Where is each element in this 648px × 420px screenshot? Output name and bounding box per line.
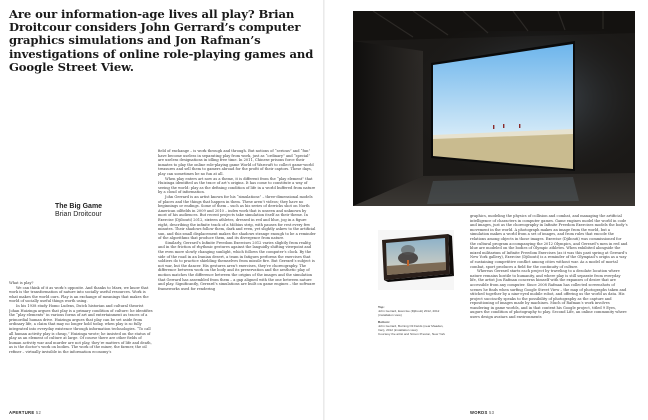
text-column-left-1 bbox=[9, 281, 154, 408]
footer-right bbox=[470, 410, 494, 415]
caption-top-label: Top: bbox=[378, 305, 385, 309]
caption-bottom-label: Bottom: bbox=[378, 320, 390, 324]
paragraph: In his 1938 study Homo Ludens, Dutch historian and cultural theorist Johan Huizinga argues that play is a primary condition of culture: he identifies the “play elements” in various forms of art and entertainment as traces of a primordial human drive. Huizinga argues that play can be set aside from ordinary life, a claim that may no longer hold today, when play is so fully integrated into everyday existence through information technologies. “To call all human activity play is cheap,” Huizinga wrote; he insisted on the status of play as an element of culture at large. Of course there are other fields of human activity war and murder are not play, they’re matters of life and death, as is the doctor’s work on bodies. The work of the miner, the farmer, the oil refiner – virtually invisible in the information economy’s bbox=[9, 303, 153, 354]
footer-page-number: 52 bbox=[35, 410, 42, 415]
caption-bottom bbox=[378, 320, 448, 336]
footer-section-label: WORDS bbox=[470, 410, 488, 415]
caption-bottom-text: John Gerrard, Burning Oil Fields (near Maadan, Iran), 2012 (installation view) bbox=[378, 324, 444, 332]
article-author: Brian Droitcour bbox=[55, 211, 102, 218]
paragraph: What is play? bbox=[9, 281, 34, 285]
paragraph: field of exchange – is work through and through. But notions of “serious” and “fun” have become useless in separating play from work, just as “ordinary” and “special” are useless designations in idling free time. In 2011, Chinese prisons force their inmates to play the online role-playing game World of Warcraft to collect game-world treasures and sell them to gamers abroad for the profit of their captors. These days, play can sometimes be no fun at all. bbox=[158, 149, 314, 176]
caption-top bbox=[378, 305, 448, 317]
article-title-block bbox=[55, 203, 175, 219]
caption-top-text: John Gerrard, Exercise (Djibouti) 2012, 2012 (installation view) bbox=[378, 309, 440, 317]
photo-caption bbox=[378, 305, 448, 336]
paragraph: graphics, modeling the physics of collision and combat, and managing the artificial intelligence of characters in computer games. Game engines model the world in code and images, just as the choreography in Infinite Freedom Exercises models the body’s movement in the world. A photograph makes an image from the world, but a simulation makes a world from a set of images, and from rules that encode the relations among objects in those images. Exercise (Djibouti) was commissioned for the cultural program accompanying the 2012 Olympics, and Gerrard’s men in red and blue are modeled on the bodies of Olympic athletes. When exhibited alongside the mixed militarism of Infinite Freedom Exercises (as it was this past spring at Gerrard’s New York gallery), Exercise (Djibouti) is a reminder of the Olympiad’s origin as a way of sustaining competitive conflict among cities without war. As a model of mortal combat, sport produces a field for the continuity of culture. bbox=[470, 214, 628, 269]
text-column-left-2 bbox=[158, 149, 316, 412]
paragraph: When play enters art now as a theme, it is different from the “play element” that Huizinga identified as the trace of art’s origins. It has come to constitute a way of seeing the world: play as the defining condition of life in a world buffered from nature by a cloud of information. bbox=[158, 176, 316, 195]
gallery-installation-photo bbox=[353, 11, 635, 206]
footer-page-number: 53 bbox=[489, 410, 495, 415]
caption-credit: Courtesy the artist and Simon Preston, New York bbox=[378, 332, 446, 336]
footer-section-label: APERTURE bbox=[9, 410, 35, 415]
paragraph: Similarly, Gerrard’s Infinite Freedom Exercises 2012 varies slightly from reality, and in the friction of rhythmic gestures against the languidly shifting viewpoint and the even more slowly changing sunlight, which follows the computer’s clock. By the side of the road in an Iranian desert, a team in fatigues performs the exercises that soldiers do to practice shielding themselves from missile fire. But Gerrard’s subject is not war, but the dancer. His gestures aren’t exercises, they’re choreography. The difference between work on the body and its preservation and the aesthetic play of motion matches the difference between the origins of the images and the simulation that Gerrard has assembled from them – a gap aligned with the one between nature and play. Significantly, Gerrard’s simulations are built on game engines – the software frameworks used for rendering bbox=[158, 240, 316, 291]
page-gutter bbox=[323, 0, 325, 420]
paragraph: We can think of it as work’s opposite. And thanks to Marx, we know that work is the transformation of nature into socially useful resources. Work is what makes the world ours. Play is an exchange of meanings that makes the world of socially useful things worth using. bbox=[9, 285, 149, 304]
footer-left bbox=[9, 410, 41, 415]
article-headline: Are our information-age lives all play? Brian Droitcour considers John Gerrard’s computer graphics simulations and Jon Rafman’s investigations of online role-playing games and Google Street View. bbox=[9, 7, 314, 74]
small-installation-graphic bbox=[378, 230, 454, 290]
text-column-right-1 bbox=[470, 214, 628, 410]
paragraph: Whereas Gerrard starts each project by traveling to a desolate location where nature remains hostile to humanity, and where play is still separate from everyday life, the artist Jon Rafman concerns himself with the expanses of desire that are accessible from any computer. Since 2008 Rafman has collected screenshots of scenes he finds when surfing Google Street View – the map of photographs taken and stitched together by a nine-eyed mobile robot, and offering us the world as data. His project succinctly speaks to the possibility of photography as the capture and repositioning of images made by machines. Much of Rafman’s work involves wandering in game worlds, and in that context his Google project, titled 9 Eyes, augurs the condition of photography to play. Second Life, an online community where users design avatars and environments bbox=[470, 269, 627, 320]
paragraph: John Gerrard is an artist known for his “simulations” – three-dimensional models of places and the things that happen in them. These aren’t videos; they have no beginnings or endings. Some of them – such as his series of derricks shot on North American oilfields in 2009 and 2010 – index work that is unseen and unknown by most of his audiences. But recent projects take simulation itself as their theme. In Exercise (Djibouti) 2012, sixteen athletes, dressed in red and blue, jog in a figure eight, describing the infinite track of a Möbius strip, with pauses for rest every few minutes. Their shadows follow them, dark and even, yet slightly askew to the artificial sun, and this small displacement makes the shadows strange enough to be a reminder of the algorithms that produce them, and its divergence from nature. bbox=[158, 194, 316, 241]
installation-photo-graphic bbox=[353, 11, 635, 206]
burning-oil-installation-photo bbox=[378, 230, 454, 290]
article-title: The Big Game bbox=[55, 203, 103, 210]
